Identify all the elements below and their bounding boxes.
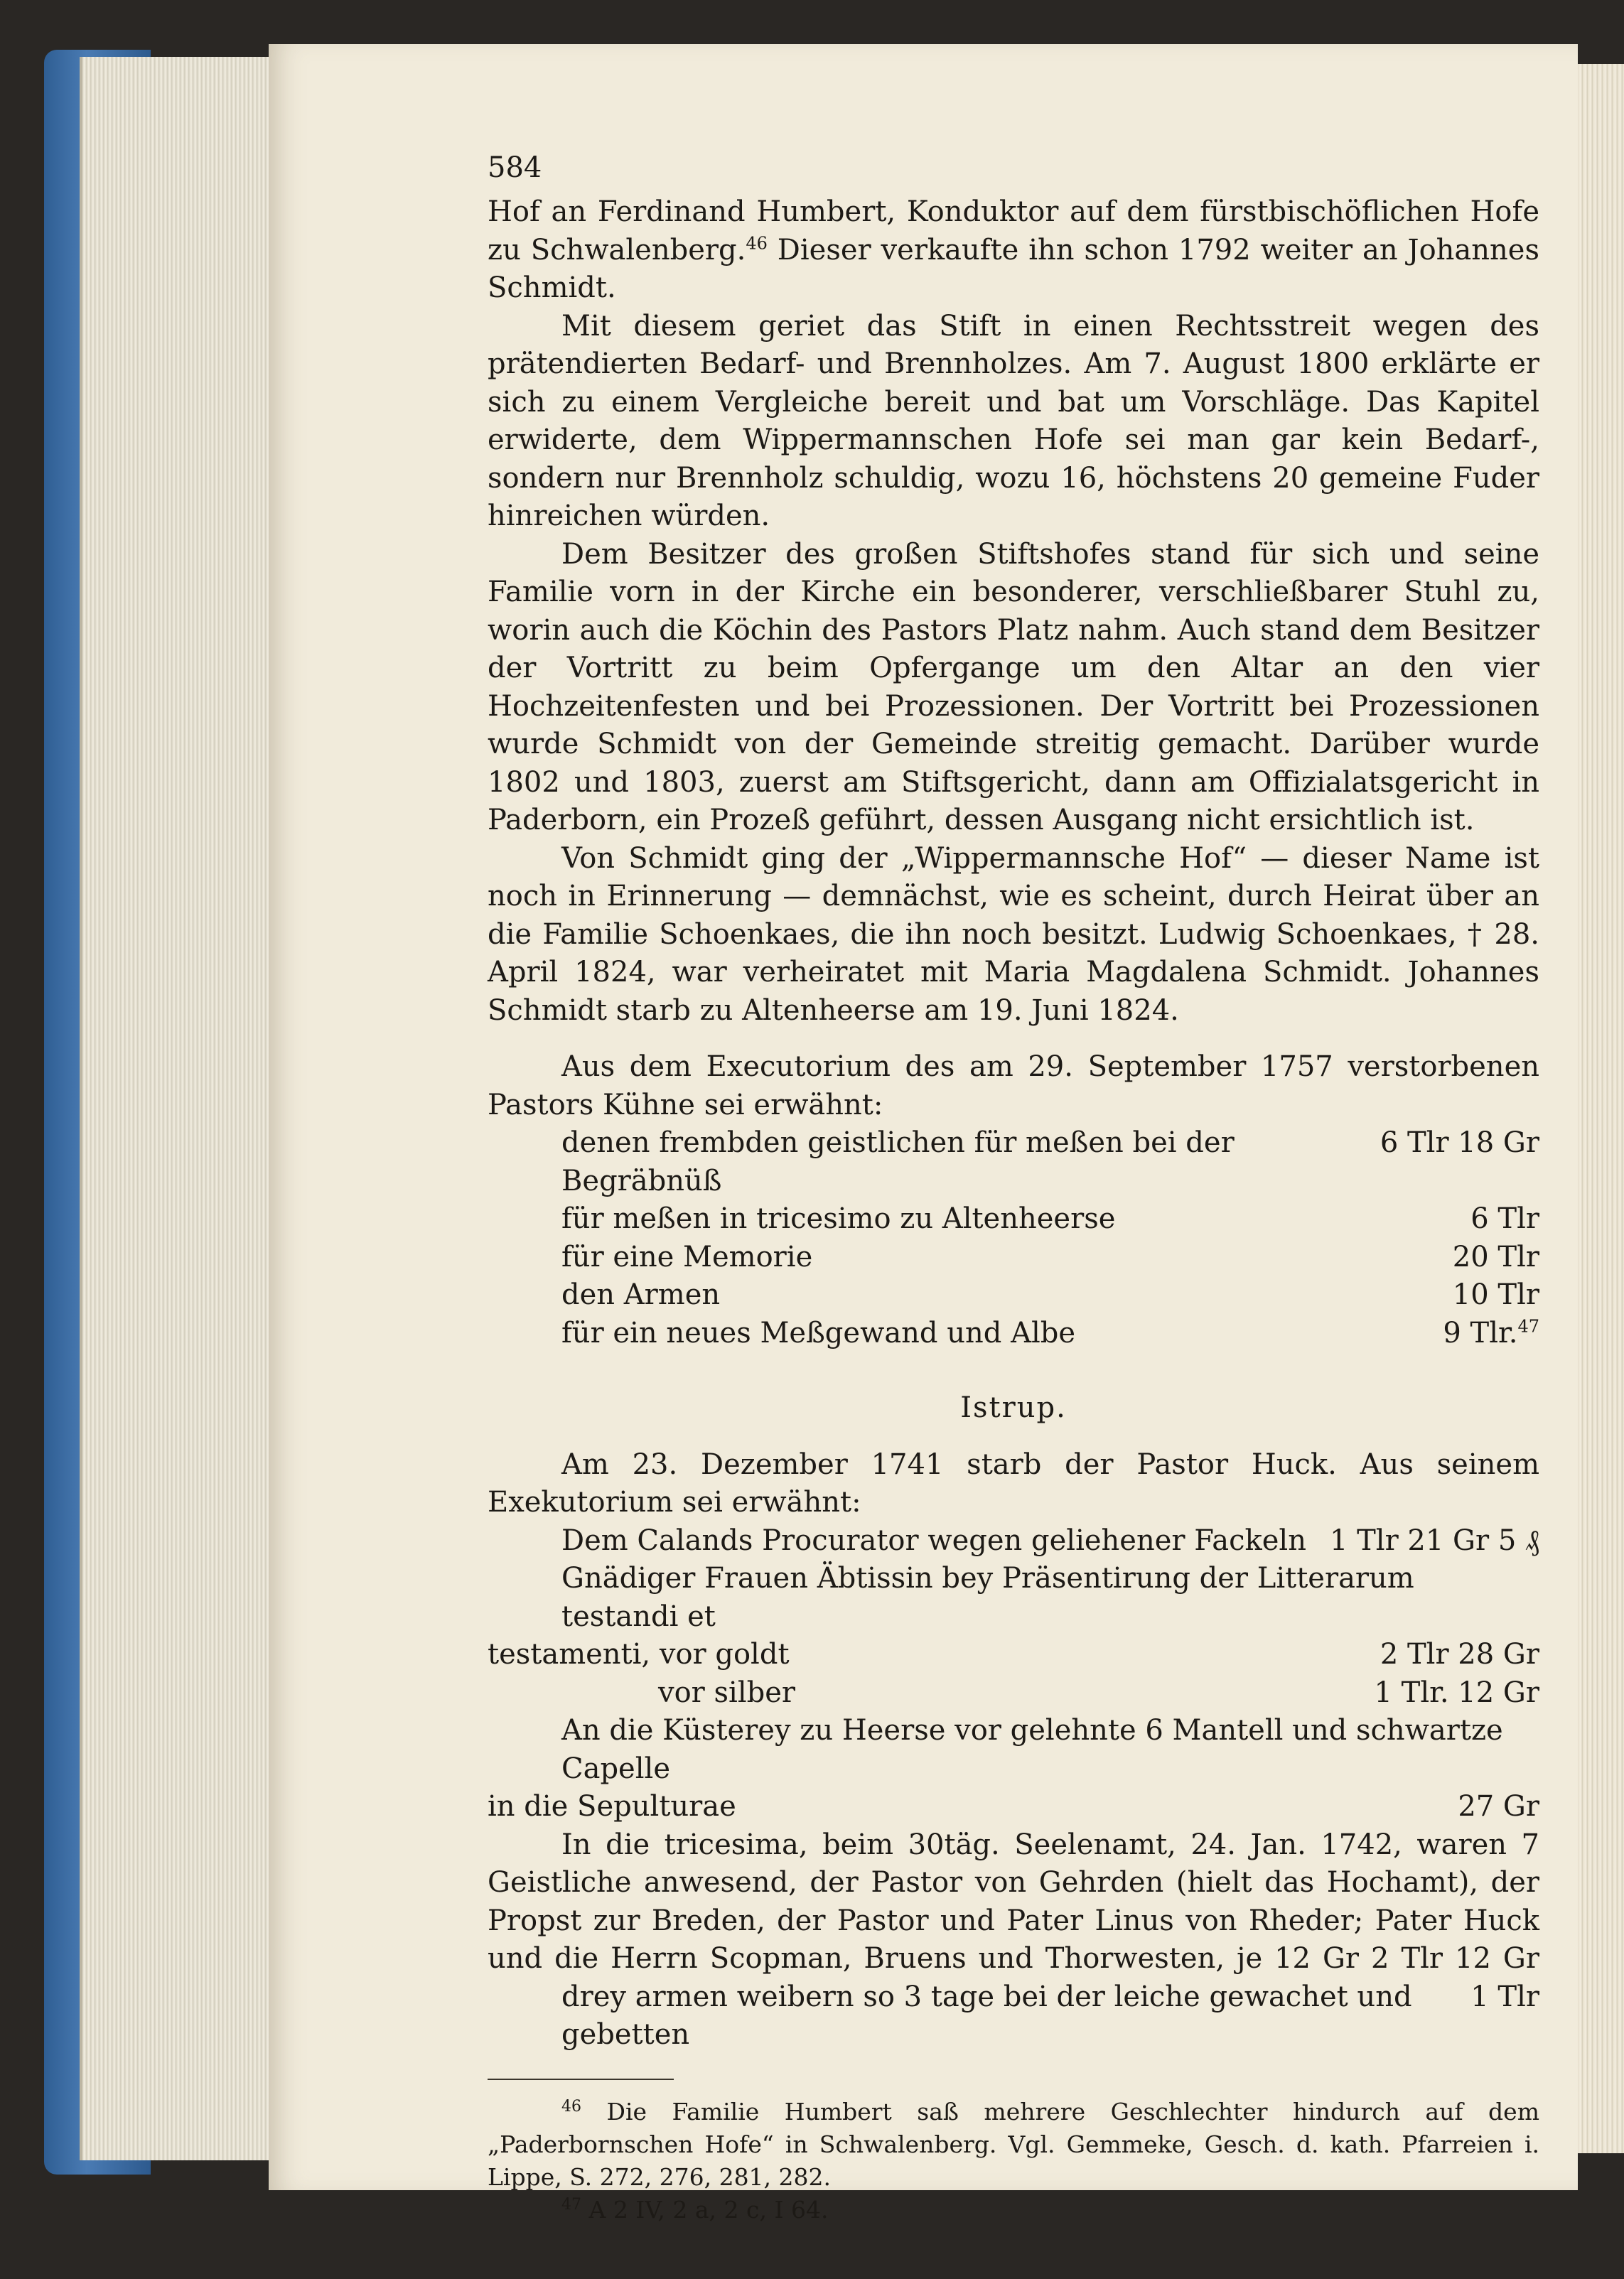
- ledger-row: denen frembden geistlichen für meßen bei der Begräbnüß 6 Tlr 18 Gr: [561, 1126, 1539, 1197]
- ledger-row: für eine Memorie 20 Tlr: [561, 1240, 1539, 1273]
- ledger-row: für ein neues Meßgewand und Albe 9 Tlr.$^{47}$: [561, 1316, 1539, 1349]
- page-text: [488, 149, 1539, 2226]
- footnotes: [488, 2096, 1539, 2226]
- footnote-divider: [488, 2079, 674, 2080]
- ledger-row: vor silber 1 Tlr. 12 Gr: [658, 1676, 1539, 1709]
- istrup-ledger-end: [488, 1978, 1539, 2054]
- ledger-row: An die Küsterey zu Heerse vor gelehnte 6 Mantell und schwartze Capelle: [561, 1714, 1503, 1785]
- kuehne-ledger: [488, 1124, 1539, 1352]
- ledger-row: für meßen in tricesimo zu Altenheerse 6 Tlr: [561, 1202, 1539, 1235]
- page-number: 584: [488, 151, 542, 184]
- istrup-ledger: [488, 1522, 1539, 1826]
- ledger-row: Dem Calands Procurator wegen geliehener Fackeln 1 Tlr 21 Gr 5 ₰: [561, 1524, 1539, 1557]
- paragraph-5: Aus dem Executorium des am 29. September 1757 verstorbenen Pastors Kühne sei erwähnt:: [488, 1050, 1539, 1121]
- footnote-ref-47[interactable]: 47: [1517, 1316, 1539, 1337]
- istrup-intro: Am 23. Dezember 1741 starb der Pastor Huck. Aus seinem Exekutorium sei erwähnt:: [488, 1448, 1539, 1519]
- section-heading: Istrup.: [960, 1391, 1067, 1424]
- paragraph-1: Hof an Ferdinand Humbert, Konduktor auf dem fürstbischöflichen Hofe zu Schwalenberg.$^{46}$ Dieser verkaufte ihn schon 1792 weiter an Johannes Schmidt.: [488, 195, 1540, 304]
- facing-page-edge: [1578, 64, 1624, 2153]
- ledger-row: testamenti, vor goldt 2 Tlr 28 Gr: [488, 1638, 1539, 1671]
- paragraph-2: Mit diesem geriet das Stift in einen Rechtsstreit wegen des prätendierten Bedarf- und Brennholzes. Am 7. August 1800 erklärte er sich zu einem Vergleiche bereit und bat um Vorschläge. Das Kapitel erwiderte, dem Wippermannschen Hofe sei man gar kein Bedarf-, sondern nur Brennholz schuldig, wozu 16, höchstens 20 gemeine Fuder hinreichen würden.: [488, 309, 1539, 532]
- ledger-row: Gnädiger Frauen Äbtissin bey Präsentirung der Litterarum testandi et: [561, 1562, 1414, 1633]
- ledger-row: den Armen 10 Tlr: [561, 1278, 1539, 1311]
- ledger-row: drey armen weibern so 3 tage bei der leiche gewachet und gebetten 1 Tlr: [561, 1980, 1539, 2051]
- paragraph-3: Dem Besitzer des großen Stiftshofes stand für sich und seine Familie vorn in der Kirche ein besonderer, verschließbarer Stuhl zu, worin auch die Köchin des Pastors Platz nahm. Auch stand dem Besitzer der Vortritt zu beim Opfergange um den Altar an den vier Hochzeitenfesten und bei Prozessionen. Der Vortritt bei Prozessionen wurde Schmidt von der Gemeinde streitig gemacht. Darüber wurde 1802 und 1803, zuerst am Stiftsgericht, dann am Offizialatsgericht in Paderborn, ein Prozeß geführt, dessen Ausgang nicht ersichtlich ist.: [488, 537, 1539, 836]
- footnote-47: $^{47}$ A 2 IV, 2 a, 2 c, I 64.: [561, 2195, 829, 2224]
- paragraph-4: Von Schmidt ging der „Wippermannsche Hof“ — dieser Name ist noch in Erinnerung — demnächst, wie es scheint, durch Heirat über an die Familie Schoenkaes, die ihn noch besitzt. Ludwig Schoenkaes, † 28. April 1824, war verheiratet mit Maria Magdalena Schmidt. Johannes Schmidt starb zu Altenheerse am 19. Juni 1824.: [488, 841, 1539, 1027]
- tricesima-entry: In die tricesima, beim 30täg. Seelenamt, 24. Jan. 1742, waren 7 Geistliche anwesend, der Pastor von Gehrden (hielt das Hochamt), der Propst zur Breden, der Pastor und Pater Linus von Rheder; Pater Huck und die Herrn Scopman, Bruens und Thorwesten, je 12 Gr 2 Tlr 12 Gr: [488, 1828, 1539, 1975]
- footnote-ref-46[interactable]: 46: [746, 233, 768, 254]
- footnote-46: $^{46}$ Die Familie Humbert saß mehrere Geschlechter hindurch auf dem „Paderbornschen Hofe“ in Schwalenberg. Vgl. Gemmeke, Gesch. d. kath. Pfarreien i. Lippe, S. 272, 276, 281, 282.: [488, 2097, 1539, 2191]
- ledger-row: in die Sepulturae 27 Gr: [488, 1790, 1539, 1823]
- page-stack-edge: [80, 57, 289, 2160]
